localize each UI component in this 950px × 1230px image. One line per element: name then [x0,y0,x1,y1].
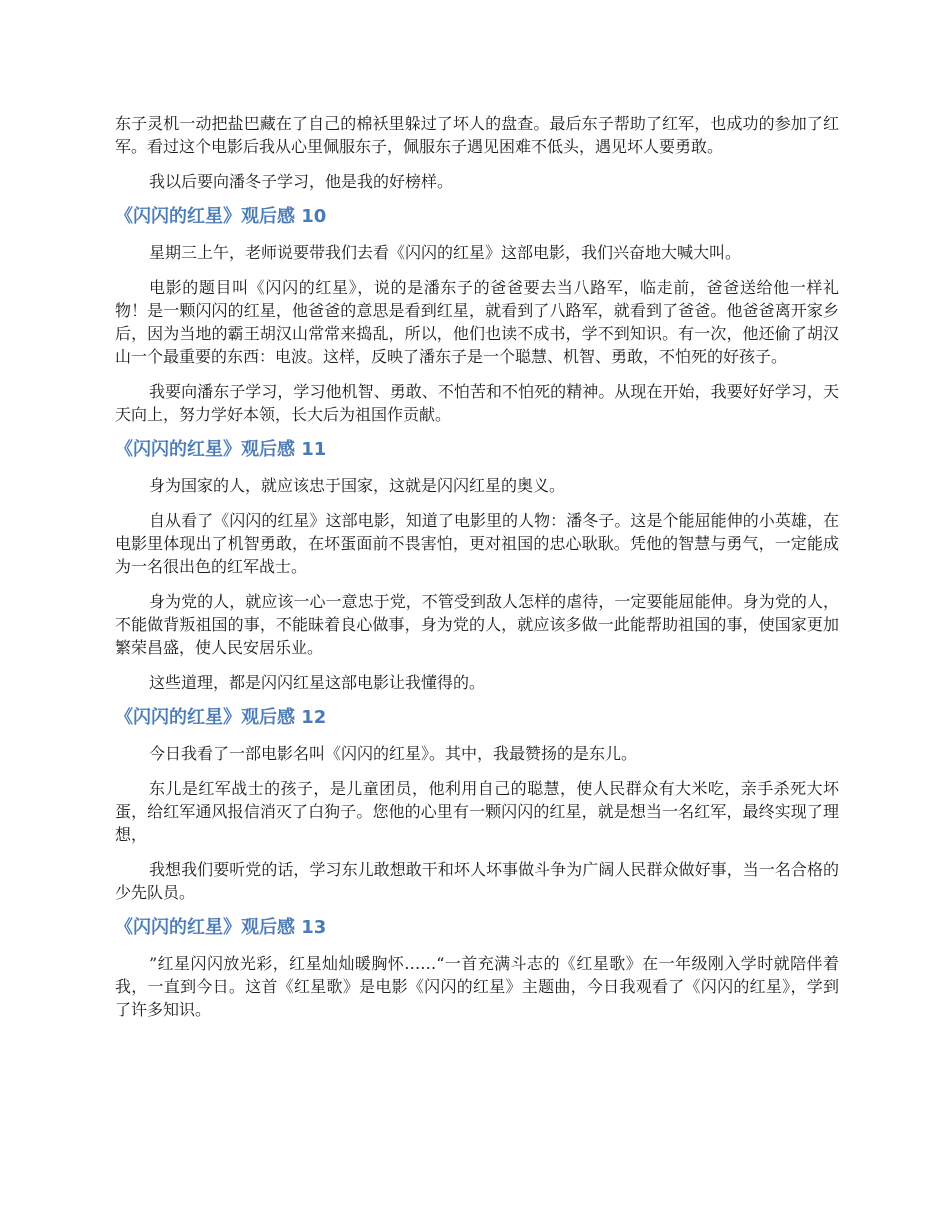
paragraph: 今日我看了一部电影名叫《闪闪的红星》。其中，我最赞扬的是东儿。 [149,744,638,763]
paragraph: 我想我们要听党的话，学习东儿敢想敢干和坏人坏事做斗争为广阔人民群众做好事，当一名合格的少先队员。 [115,860,839,902]
paragraph: 自从看了《闪闪的红星》这部电影，知道了电影里的人物：潘冬子。这是个能屈能伸的小英雄，在电影里体现出了机智勇敢，在坏蛋面前不畏害怕，更对祖国的忠心耿耿。凭他的智慧与勇气，一定能成为一名很出色的红军战士。 [115,511,839,576]
section-review-10 [115,205,839,426]
paragraph: 东子灵机一动把盐巴藏在了自己的棉袄里躲过了坏人的盘查。最后东子帮助了红军，也成功的参加了红军。看过这个电影后我从心里佩服东子，佩服东子遇见困难不低头，遇见坏人要勇敢。 [115,114,839,156]
section-heading: 《闪闪的红星》观后感 13 [115,917,327,938]
paragraph: 东儿是红军战士的孩子，是儿童团员，他利用自己的聪慧，使人民群众有大米吃，亲手杀死大坏蛋，给红军通风报信消灭了白狗子。您他的心里有一颗闪闪的红星，就是想当一名红军，最终实现了理想， [115,779,839,844]
document-body [115,112,839,1033]
paragraph: 身为党的人，就应该一心一意忠于党，不管受到敌人怎样的虐待，一定要能屈能伸。身为党的人，不能做背叛祖国的事，不能昧着良心做事，身为党的人，就应该多做一此能帮助祖国的事，使国家更加繁荣昌盛，使人民安居乐业。 [115,592,839,657]
paragraph: 身为国家的人，就应该忠于国家，这就是闪闪红星的奥义。 [149,476,566,495]
section-review-12 [115,706,839,904]
paragraph: ”红星闪闪放光彩，红星灿灿暖胸怀……“一首充满斗志的《红星歌》在一年级刚入学时就陪伴着我，一直到今日。这首《红星歌》是电影《闪闪的红星》主题曲，今日我观看了《闪闪的红星》，学到了许多知识。 [115,954,839,1019]
section-heading: 《闪闪的红星》观后感 12 [115,707,327,728]
section-intro [115,112,839,193]
section-review-13 [115,916,839,1021]
paragraph: 我要向潘东子学习，学习他机智、勇敢、不怕苦和不怕死的精神。从现在开始，我要好好学习，天天向上，努力学好本领，长大后为祖国作贡献。 [115,382,839,424]
paragraph: 电影的题目叫《闪闪的红星》，说的是潘东子的爸爸要去当八路军，临走前，爸爸送给他一样礼物！是一颗闪闪的红星，他爸爸的意思是看到红星，就看到了八路军，就看到了爸爸。他爸爸离开家乡后，因为当地的霸王胡汉山常常来捣乱，所以，他们也读不成书，学不到知识。有一次，他还偷了胡汉山一个最重要的东西：电波。这样，反映了潘东子是一个聪慧、机智、勇敢，不怕死的好孩子。 [115,278,839,366]
paragraph: 我以后要向潘冬子学习，他是我的好榜样。 [149,172,454,191]
paragraph: 星期三上午，老师说要带我们去看《闪闪的红星》这部电影，我们兴奋地大喊大叫。 [149,243,742,262]
section-review-11 [115,438,839,694]
section-heading: 《闪闪的红星》观后感 10 [115,206,327,227]
paragraph: 这些道理，都是闪闪红星这部电影让我懂得的。 [149,673,486,692]
section-heading: 《闪闪的红星》观后感 11 [115,439,327,460]
